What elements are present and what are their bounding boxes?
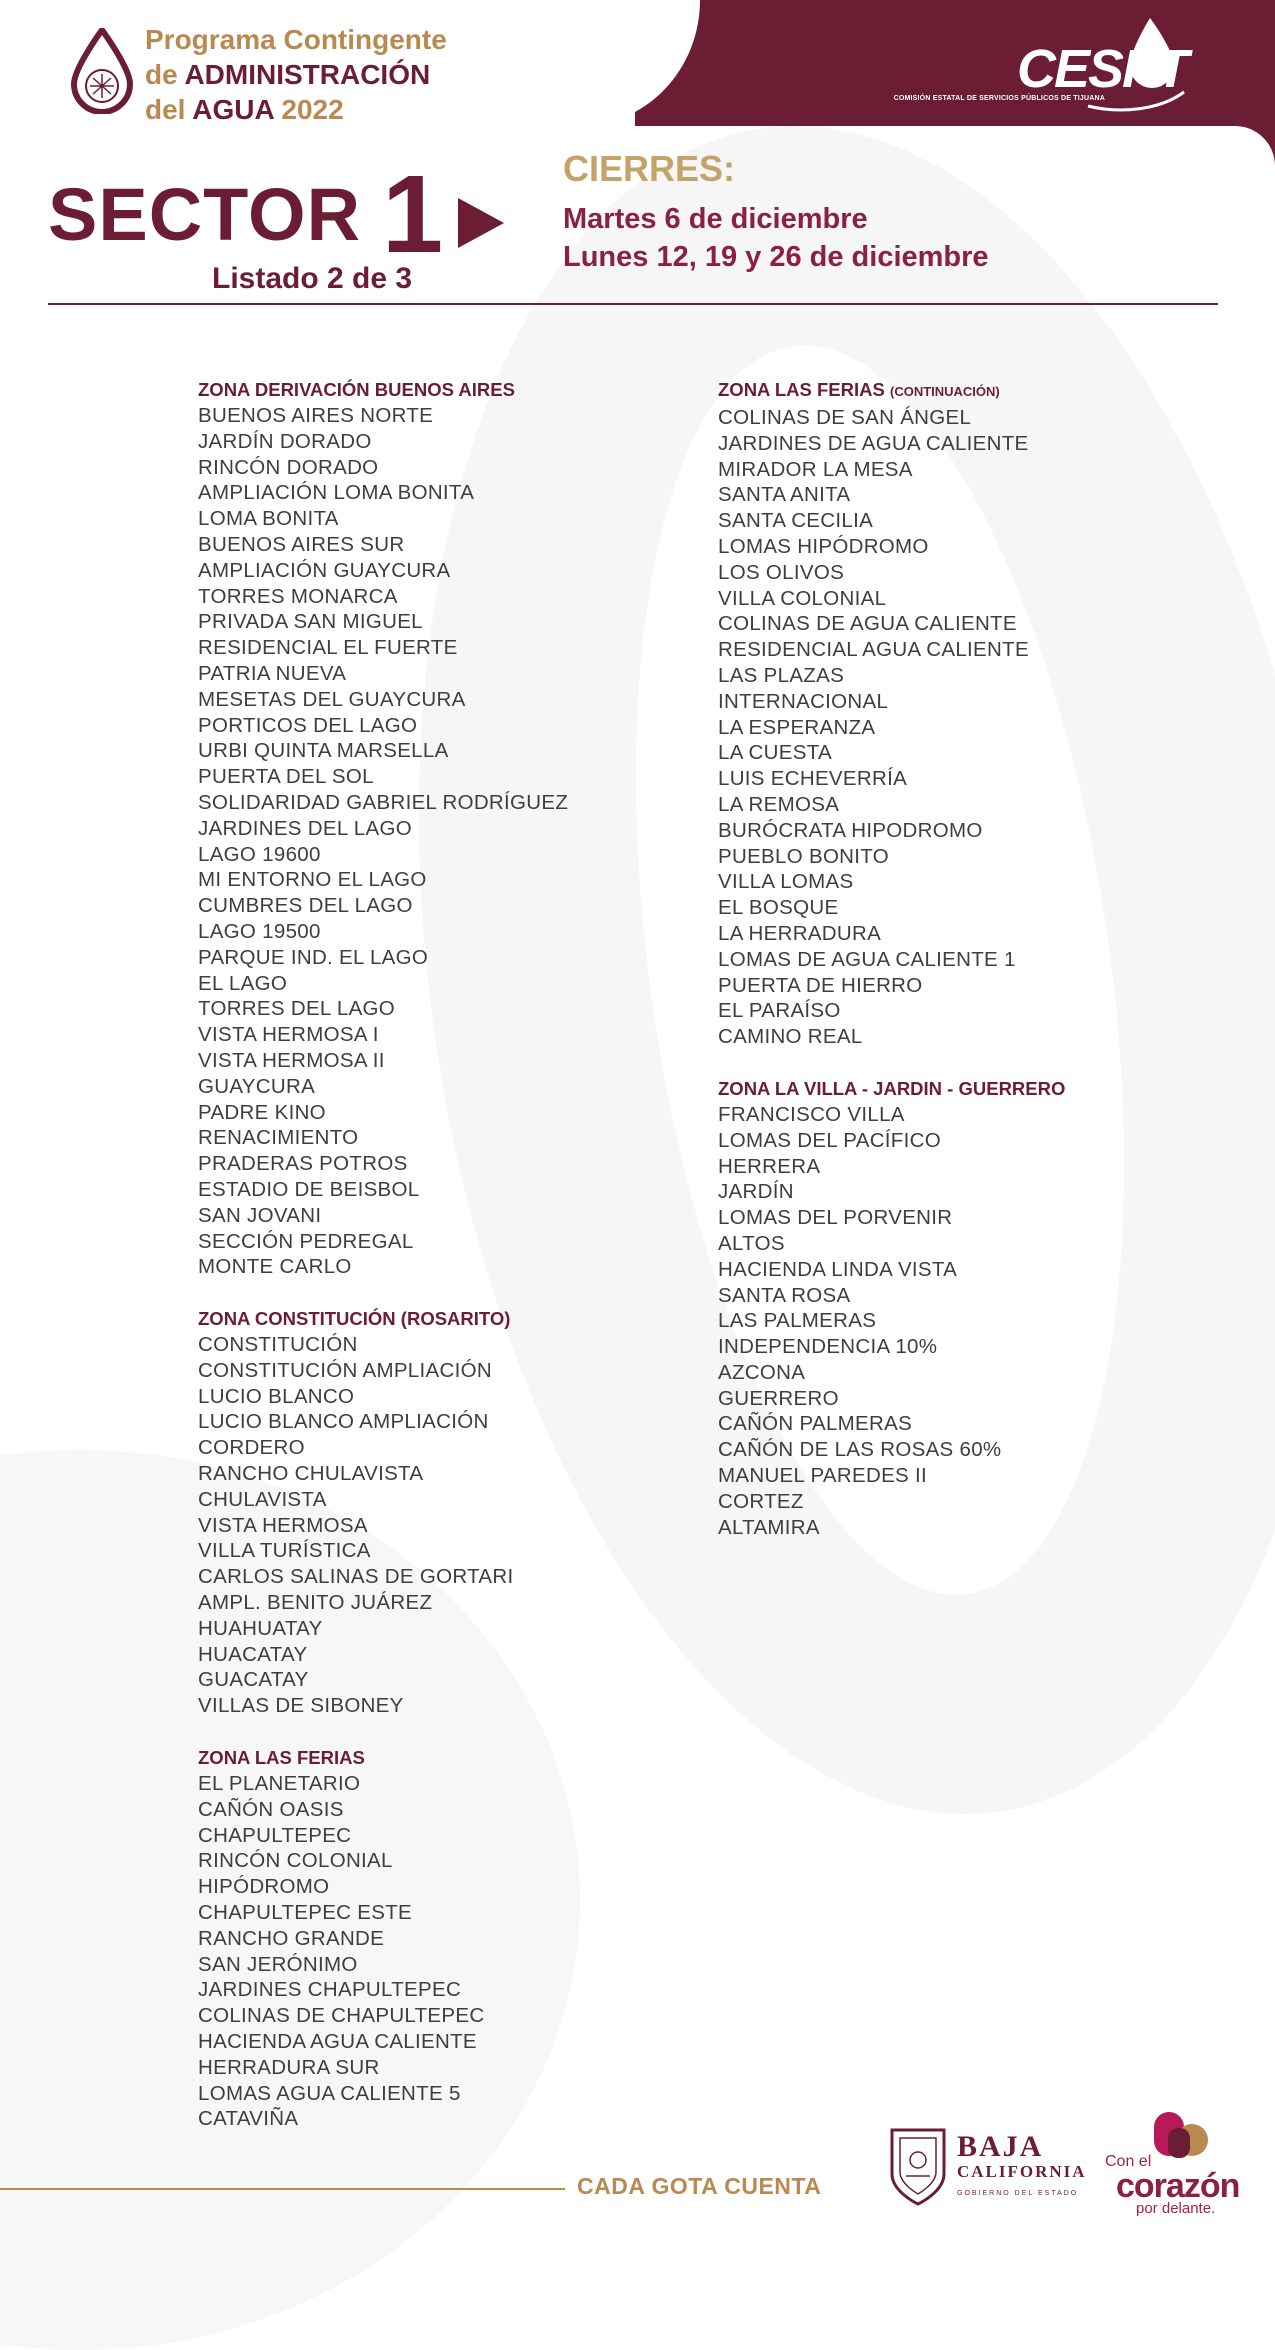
list-item: VISTA HERMOSA (198, 1513, 368, 1537)
list-item: EL BOSQUE (718, 896, 839, 920)
list-item: LOMAS DEL PORVENIR (718, 1206, 953, 1230)
cierres-date-1: Martes 6 de diciembre (563, 203, 868, 235)
list-item: CHULAVISTA (198, 1487, 327, 1511)
program-title-line3 (145, 92, 447, 127)
colonia-list (198, 1332, 568, 1719)
program-title-line1: Programa Contingente (145, 24, 447, 55)
zone-section (198, 377, 568, 1280)
list-item: PUERTA DE HIERRO (718, 973, 923, 997)
list-item: CONSTITUCIÓN (198, 1333, 358, 1357)
list-item: VILLA LOMAS (718, 870, 854, 894)
list-item: CORDERO (198, 1436, 305, 1460)
list-item: HERRERA (718, 1154, 821, 1178)
list-item: ESTADIO DE BEISBOL (198, 1177, 420, 1201)
list-item: SECCIÓN PEDREGAL (198, 1229, 414, 1253)
list-item: HACIENDA AGUA CALIENTE (198, 2030, 477, 2054)
list-item: COLINAS DE AGUA CALIENTE (718, 612, 1017, 636)
list-item: AMPLIACIÓN LOMA BONITA (198, 481, 475, 505)
zone-title-suffix: (CONTINUACIÓN) (889, 384, 1000, 399)
campaign-prefix: Con el (1105, 2153, 1152, 2170)
sector-label: SECTOR (48, 173, 362, 256)
list-item: LOMAS HIPÓDROMO (718, 534, 929, 558)
list-item: HERRADURA SUR (198, 2055, 380, 2079)
list-item: CONSTITUCIÓN AMPLIACIÓN (198, 1358, 492, 1382)
zone-title (198, 1745, 568, 1771)
list-item: LOMAS DEL PACÍFICO (718, 1128, 941, 1152)
list-item: INDEPENDENCIA 10% (718, 1335, 938, 1359)
list-item: PATRIA NUEVA (198, 661, 347, 685)
program-line3-prefix: del (145, 94, 186, 125)
zone-section (198, 1306, 568, 1719)
zone-title-text: ZONA CONSTITUCIÓN (ROSARITO) (198, 1308, 511, 1330)
list-item: MIRADOR LA MESA (718, 457, 913, 481)
cespt-brand: CESPT (1016, 39, 1187, 99)
list-item: COLINAS DE SAN ÁNGEL (718, 406, 972, 429)
zone-title (198, 1306, 568, 1332)
list-item: TORRES MONARCA (198, 584, 398, 608)
list-item: FRANCISCO VILLA (718, 1102, 905, 1126)
list-item: LOS OLIVOS (718, 560, 845, 584)
list-item: LA REMOSA (718, 792, 840, 816)
play-arrow-icon (458, 198, 504, 248)
list-item: LAGO 19500 (198, 919, 321, 943)
header-divider (48, 303, 1218, 305)
list-item: LOMAS DE AGUA CALIENTE 1 (718, 947, 1016, 971)
right-column (718, 377, 1065, 1566)
list-item: MANUEL PAREDES II (718, 1464, 928, 1488)
list-item: RANCHO GRANDE (198, 1926, 385, 1950)
zone-title-text: ZONA LAS FERIAS (718, 379, 885, 400)
list-item: SANTA ROSA (718, 1283, 851, 1307)
program-title-line2 (145, 57, 447, 92)
list-item: LA HERRADURA (718, 921, 882, 945)
zone-section (198, 1745, 568, 2132)
list-item: SAN JERÓNIMO (198, 1952, 358, 1976)
program-line2-strong: ADMINISTRACIÓN (184, 59, 431, 90)
list-item: CORTEZ (718, 1489, 804, 1513)
list-item: TORRES DEL LAGO (198, 997, 396, 1021)
state-subtitle: CALIFORNIA (957, 2162, 1087, 2181)
list-item: LA ESPERANZA (718, 715, 876, 739)
list-item: RESIDENCIAL EL FUERTE (198, 636, 458, 660)
water-drop-logo-icon (70, 28, 134, 114)
list-item: CAÑÓN PALMERAS (718, 1412, 913, 1436)
list-item: RINCÓN COLONIAL (198, 1849, 393, 1873)
list-item: CARLOS SALINAS DE GORTARI (198, 1565, 514, 1589)
cespt-subtitle: COMISIÓN ESTATAL DE SERVICIOS PÚBLICOS DE TIJUANA (893, 95, 1105, 102)
baja-california-shield-icon (888, 2124, 948, 2206)
list-item: VISTA HERMOSA II (198, 1048, 385, 1072)
list-item: SAN JOVANI (198, 1203, 322, 1227)
zone-title-text: ZONA DERIVACIÓN BUENOS AIRES (198, 379, 515, 400)
list-item: HUAHUATAY (198, 1616, 323, 1640)
list-item: AZCONA (718, 1360, 806, 1384)
list-item: AMPLIACIÓN GUAYCURA (198, 558, 451, 582)
list-item: CAÑÓN OASIS (198, 1797, 344, 1821)
zone-section (718, 1076, 1065, 1541)
list-item: INTERNACIONAL (718, 689, 889, 713)
list-item: LUCIO BLANCO (198, 1384, 355, 1408)
list-item: LUIS ECHEVERRÍA (718, 767, 908, 791)
list-item: VILLA COLONIAL (718, 586, 887, 610)
list-item: EL PARAÍSO (718, 999, 841, 1023)
list-item: CAÑÓN DE LAS ROSAS 60% (718, 1438, 1002, 1462)
cierres-date-2: Lunes 12, 19 y 26 de diciembre (563, 241, 989, 273)
header-band-corner (1235, 126, 1275, 166)
list-item: LUCIO BLANCO AMPLIACIÓN (198, 1410, 489, 1434)
list-item: MI ENTORNO EL LAGO (198, 868, 427, 892)
list-item: LAS PLAZAS (718, 663, 845, 687)
cierres-label: CIERRES: (563, 148, 736, 189)
footer-slogan: CADA GOTA CUENTA (577, 2173, 822, 2199)
colonia-list (198, 1771, 568, 2132)
list-item: SANTA ANITA (718, 483, 851, 507)
list-item: PRIVADA SAN MIGUEL (198, 610, 423, 634)
list-item: EL LAGO (198, 971, 288, 995)
zone-title-text: ZONA LA VILLA - JARDIN - GUERRERO (718, 1077, 1066, 1099)
list-item: RENACIMIENTO (198, 1126, 359, 1150)
left-column (198, 377, 568, 2158)
list-item: PORTICOS DEL LAGO (198, 713, 418, 737)
listado-label: Listado 2 de 3 (212, 262, 413, 295)
list-item: ALTAMIRA (718, 1515, 820, 1539)
list-item: CATAVIÑA (198, 2107, 299, 2131)
list-item: URBI QUINTA MARSELLA (198, 739, 449, 763)
list-item: CAMINO REAL (718, 1025, 863, 1049)
colonia-list (718, 1102, 1065, 1541)
list-item: CHAPULTEPEC ESTE (198, 1901, 413, 1925)
list-item: EL PLANETARIO (198, 1772, 361, 1796)
state-government: GOBIERNO DEL ESTADO (957, 2190, 1079, 2197)
list-item: MESETAS DEL GUAYCURA (198, 687, 466, 711)
list-item: VISTA HERMOSA I (198, 1023, 379, 1047)
list-item: RINCÓN DORADO (198, 455, 379, 479)
list-item: LAS PALMERAS (718, 1309, 877, 1333)
list-item: LAGO 19600 (198, 842, 321, 866)
campaign-suffix: por delante. (1136, 2200, 1216, 2217)
list-item: VILLAS DE SIBONEY (198, 1694, 404, 1718)
list-item: SANTA CECILIA (718, 509, 874, 533)
sector-number: 1 (382, 153, 444, 276)
zone-section (718, 377, 1065, 1050)
list-item: LA CUESTA (718, 741, 832, 765)
list-item: JARDINES DEL LAGO (198, 816, 412, 840)
zone-title-text: ZONA LAS FERIAS (198, 1747, 365, 1769)
list-item: JARDINES DE AGUA CALIENTE (718, 431, 1029, 455)
heart-logo-icon (1148, 2108, 1214, 2168)
list-item: LOMA BONITA (198, 507, 339, 531)
list-item: CHAPULTEPEC (198, 1823, 352, 1847)
program-title (145, 22, 447, 127)
list-item: MONTE CARLO (198, 1255, 352, 1279)
list-item: PADRE KINO (198, 1100, 326, 1124)
list-item: RANCHO CHULAVISTA (198, 1462, 424, 1486)
list-item: HACIENDA LINDA VISTA (718, 1257, 958, 1281)
colonia-list (198, 403, 568, 1280)
list-item: PARQUE IND. EL LAGO (198, 945, 429, 969)
list-item: HIPÓDROMO (198, 1875, 330, 1899)
list-item: GUACATAY (198, 1668, 309, 1692)
list-item: PUERTA DEL SOL (198, 765, 374, 789)
list-item: CUMBRES DEL LAGO (198, 894, 413, 918)
zone-title (198, 377, 568, 403)
zone-title (718, 1076, 1065, 1102)
state-title: BAJA (957, 2130, 1044, 2163)
list-item: COLINAS DE CHAPULTEPEC (198, 2004, 485, 2028)
list-item: LOMAS AGUA CALIENTE 5 (198, 2081, 461, 2105)
list-item: AMPL. BENITO JUÁREZ (198, 1591, 433, 1615)
program-line3-year: 2022 (281, 94, 344, 125)
footer-line (0, 2188, 565, 2190)
list-item: SOLIDARIDAD GABRIEL RODRÍGUEZ (198, 790, 569, 814)
list-item: PRADERAS POTROS (198, 1152, 408, 1176)
list-item: HUACATAY (198, 1642, 308, 1666)
list-item: ALTOS (718, 1231, 785, 1255)
list-item: GUERRERO (718, 1386, 839, 1410)
list-item: JARDÍN DORADO (198, 429, 372, 453)
campaign-main: corazón (1116, 2167, 1240, 2205)
list-item: JARDINES CHAPULTEPEC (198, 1978, 462, 2002)
list-item: GUAYCURA (198, 1074, 316, 1098)
list-item: BURÓCRATA HIPODROMO (718, 818, 983, 842)
program-line2-prefix: de (145, 59, 178, 90)
program-line3-strong: AGUA (192, 94, 274, 125)
zone-title (718, 377, 1065, 405)
list-item: VILLA TURÍSTICA (198, 1539, 371, 1563)
list-item: BUENOS AIRES NORTE (198, 404, 434, 427)
list-item: RESIDENCIAL AGUA CALIENTE (718, 638, 1029, 662)
list-item: JARDÍN (718, 1180, 794, 1204)
list-item: BUENOS AIRES SUR (198, 532, 405, 556)
colonia-list (718, 405, 1065, 1050)
list-item: PUEBLO BONITO (718, 844, 889, 868)
